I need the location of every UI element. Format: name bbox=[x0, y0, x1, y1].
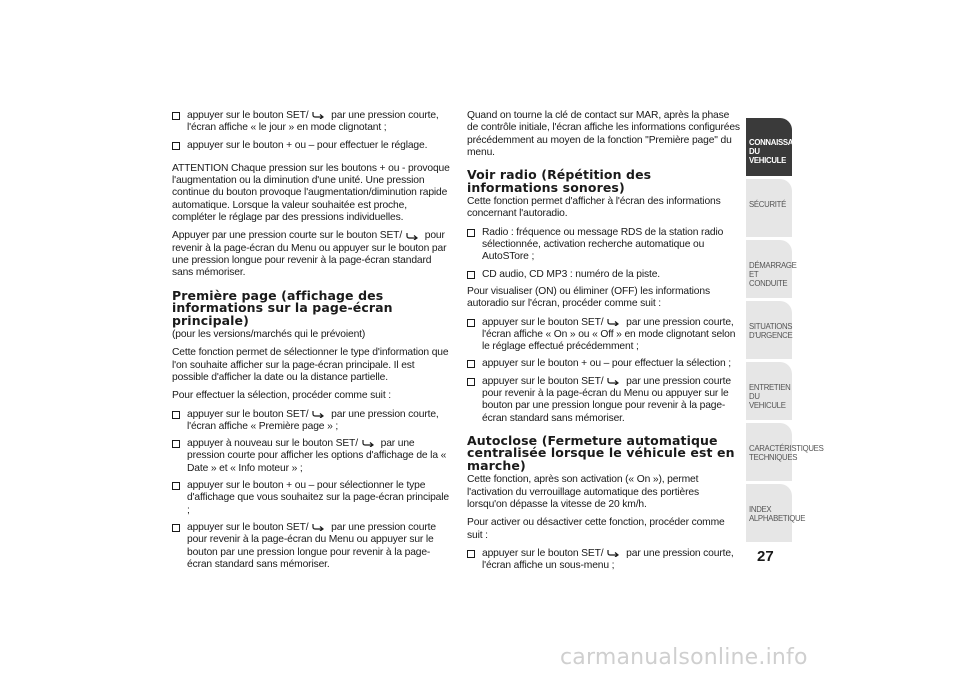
tab-demarrage[interactable]: DÉMARRAGE ET CONDUITE bbox=[746, 240, 792, 298]
paragraph: Appuyer par une pression courte sur le bouton SET/ pour revenir à la page-écran du Menu ou appuyer sur le bouton par une pression longue pour revenir à la page-écran standard sans mémoriser. bbox=[172, 230, 447, 279]
checkbox-bullet-icon bbox=[467, 550, 475, 558]
section-heading: Première page (affichage des informations sur la page-écran principale) bbox=[172, 287, 393, 328]
left-column bbox=[172, 110, 452, 576]
tab-securite[interactable]: SÉCURITÉ bbox=[746, 179, 792, 237]
page-number: 27 bbox=[757, 548, 774, 565]
paragraph: Cette fonction, après son activation (« On »), permet l'activation du verrouillage automatique des portières lorsqu'on dépasse la vitesse de 20 km/h. bbox=[467, 474, 699, 511]
list-item: Radio : fréquence ou message RDS de la station radio sélectionnée, activation recherche automatique ou AutoSTore ; bbox=[467, 227, 741, 264]
section-heading: Voir radio (Répétition des informations sonores) bbox=[467, 167, 652, 195]
checkbox-bullet-icon bbox=[172, 482, 180, 490]
list-item: appuyer sur le bouton + ou – pour effectuer la sélection ; bbox=[467, 358, 741, 370]
checkbox-bullet-icon bbox=[467, 378, 475, 386]
list-item: appuyer sur le bouton + ou – pour sélectionner le type d'affichage que vous souhaitez sur la page-écran principale ; bbox=[172, 480, 452, 517]
paragraph: Pour effectuer la sélection, procéder comme suit : bbox=[172, 390, 391, 402]
return-arrow-icon bbox=[405, 232, 419, 240]
list-item: appuyer sur le bouton SET/ par une pression courte, l'écran affiche « Première page » ; bbox=[172, 409, 452, 434]
checkbox-bullet-icon bbox=[467, 229, 475, 237]
paragraph: Quand on tourne la clé de contact sur MAR, après la phase de contrôle initiale, l'écran affiche les informations configurées précédemment au moyen de la fonction "Première page" du menu. bbox=[467, 110, 740, 158]
return-arrow-icon bbox=[361, 439, 375, 447]
checkbox-bullet-icon bbox=[172, 411, 180, 419]
paragraph: Cette fonction permet de sélectionner le type d'information que l'on souhaite afficher sur la page-écran principale. Il est possible d'afficher la date ou la distance partielle. bbox=[172, 347, 449, 383]
tab-situations[interactable]: SITUATIONS D'URGENCE bbox=[746, 301, 792, 359]
paragraph: Pour activer ou désactiver cette fonction, procéder comme suit : bbox=[467, 517, 725, 541]
subnote: (pour les versions/marchés qui le prévoient) bbox=[172, 329, 366, 341]
list-item: CD audio, CD MP3 : numéro de la piste. bbox=[467, 269, 741, 281]
tab-caracteristiques[interactable]: CARACTÉRISTIQUES TECHNIQUES bbox=[746, 423, 792, 481]
tab-index[interactable]: INDEX ALPHABETIQUE bbox=[746, 484, 792, 542]
list-item: appuyer sur le bouton SET/ par une pression courte pour revenir à la page-écran du Menu ou appuyer sur le bouton par une pression longue pour revenir à la page-écran standard sans mémoriser. bbox=[467, 376, 741, 425]
checkbox-bullet-icon bbox=[172, 142, 180, 150]
list-item: appuyer sur le bouton SET/ par une pression courte, l'écran affiche « le jour » en mode clignotant ; bbox=[172, 110, 452, 135]
checkbox-bullet-icon bbox=[467, 360, 475, 368]
checkbox-bullet-icon bbox=[467, 319, 475, 327]
list-item: appuyer sur le bouton SET/ par une pression courte, l'écran affiche un sous-menu ; bbox=[467, 548, 741, 573]
list-item: appuyer à nouveau sur le bouton SET/ par une pression courte pour afficher les options d'affichage de la « Date » et « Info moteur » ; bbox=[172, 438, 452, 475]
section-heading: Autoclose (Fermeture automatique centralisée lorsque le véhicule est en marche) bbox=[467, 432, 735, 473]
checkbox-bullet-icon bbox=[467, 271, 475, 279]
return-arrow-icon bbox=[311, 410, 325, 418]
list-item: appuyer sur le bouton SET/ par une pression courte, l'écran affiche « On » ou « Off » en mode clignotant selon le réglage effectué précédemment ; bbox=[467, 317, 741, 354]
paragraph: Pour visualiser (ON) ou éliminer (OFF) les informations autoradio sur l'écran, procéder comme suit : bbox=[467, 285, 710, 310]
return-arrow-icon bbox=[606, 318, 620, 326]
attention-note: ATTENTION Chaque pression sur les boutons + ou - provoque l'augmentation ou la diminution d'une unité. Une pression continue du bouton provoque l'augmentation/diminution rapide automatique. Lorsque la valeur souhaitée est proche, compléter le réglage par des pressions individuelles. bbox=[172, 162, 450, 224]
watermark: carmanualsonline.info bbox=[560, 645, 808, 670]
return-arrow-icon bbox=[606, 549, 620, 557]
return-arrow-icon bbox=[606, 377, 620, 385]
checkbox-bullet-icon bbox=[172, 524, 180, 532]
paragraph: Cette fonction permet d'afficher à l'écran des informations concernant l'autoradio. bbox=[467, 196, 721, 220]
tab-entretien[interactable]: ENTRETIEN DU VEHICULE bbox=[746, 362, 792, 420]
list-item: appuyer sur le bouton SET/ par une pression courte pour revenir à la page-écran du Menu ou appuyer sur le bouton par une pression longue pour revenir à la page-écran standard sans mémoriser. bbox=[172, 522, 452, 571]
return-arrow-icon bbox=[311, 111, 325, 119]
tab-connaissance[interactable]: CONNAISSANCE DU VEHICULE bbox=[746, 118, 792, 176]
list-item: appuyer sur le bouton + ou – pour effectuer le réglage. bbox=[172, 140, 452, 152]
checkbox-bullet-icon bbox=[172, 440, 180, 448]
right-column bbox=[467, 110, 741, 578]
checkbox-bullet-icon bbox=[172, 112, 180, 120]
return-arrow-icon bbox=[311, 523, 325, 531]
